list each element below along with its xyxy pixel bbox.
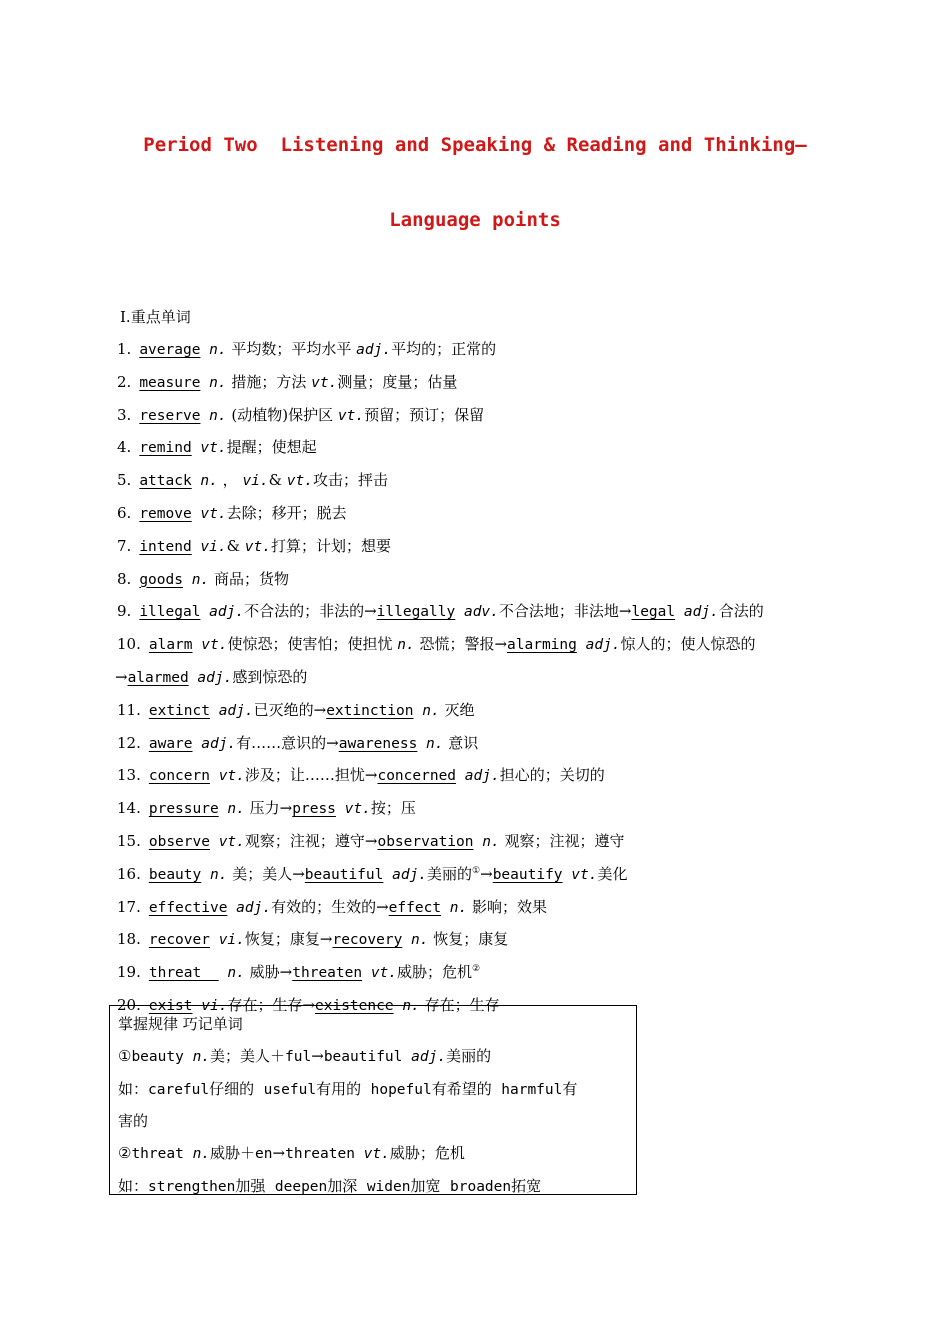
- definition-text: 提醒；使想起: [226, 438, 317, 457]
- vocab-word: threaten: [292, 965, 363, 982]
- definition-text: 平均数；平均水平: [226, 340, 357, 358]
- entry-number: 4.: [117, 438, 132, 457]
- word-entry: [117, 400, 847, 433]
- definition-text: 预留；预订；保留: [364, 405, 485, 424]
- example-word: broaden: [450, 1178, 512, 1195]
- word-entry: [117, 334, 847, 367]
- part-of-speech: adj.: [188, 669, 233, 686]
- definition-text: 存在；生存→: [227, 995, 316, 1014]
- entry-number: 19.: [117, 963, 141, 982]
- part-of-speech: vt.: [337, 407, 365, 424]
- definition-text: 按；压: [370, 799, 416, 818]
- vocab-word: concerned: [377, 768, 457, 785]
- example-word: en: [255, 1146, 273, 1163]
- part-of-speech: vi.: [191, 538, 227, 555]
- vocab-word: average: [139, 342, 201, 358]
- tip-box-lines: [118, 1041, 628, 1204]
- definition-text: 有: [562, 1079, 578, 1098]
- definition-text: 影响；效果: [467, 897, 548, 916]
- entry-number: 3.: [117, 405, 132, 424]
- definition-text: 美丽的: [446, 1046, 492, 1065]
- definition-text: &: [226, 536, 245, 555]
- entry-number: 16.: [117, 864, 141, 883]
- definition-text: 威胁→: [244, 963, 293, 982]
- definition-text: ①: [118, 1046, 132, 1065]
- vocab-word: observe: [148, 833, 210, 850]
- entry-number: 9.: [117, 602, 132, 621]
- vocab-word: alarmed: [127, 669, 189, 686]
- definition-text: (动植物)保护区: [226, 405, 338, 424]
- part-of-speech: vi.: [209, 932, 245, 949]
- definition-text: 有……意识的→: [236, 733, 339, 752]
- part-of-speech: adj.: [576, 637, 621, 654]
- part-of-speech: adj.: [456, 768, 500, 785]
- definition-text: 商品；货物: [209, 569, 289, 588]
- part-of-speech: vt.: [562, 866, 598, 883]
- entry-number: 6.: [117, 503, 132, 522]
- entry-number: 2.: [117, 372, 132, 391]
- vocab-word: existence: [315, 997, 394, 1014]
- entry-number: 12.: [117, 733, 141, 752]
- entry-number: 10.: [117, 635, 141, 654]
- definition-text: 意识: [443, 733, 479, 752]
- tip-line: [118, 1074, 628, 1107]
- definition-text: 惊人的；使人惊恐的: [620, 635, 756, 654]
- definition-text: 加宽: [410, 1176, 451, 1195]
- part-of-speech: n.: [192, 1146, 211, 1163]
- footnote-marker: ①: [472, 865, 481, 876]
- part-of-speech: adj.: [383, 866, 428, 883]
- part-of-speech: adj.: [675, 604, 719, 621]
- vocab-word: alarming: [507, 637, 577, 654]
- vocab-word: effective: [148, 899, 228, 916]
- definition-text: 威胁；危机: [389, 1144, 465, 1163]
- definition-text: 涉及；让……担忧→: [244, 766, 378, 785]
- definition-text: 存在；生存: [419, 995, 500, 1014]
- example-word: widen: [366, 1178, 411, 1195]
- vocab-word: beautify: [492, 866, 563, 883]
- part-of-speech: vt.: [362, 965, 398, 982]
- definition-text: 观察；注视；遵守: [499, 831, 625, 850]
- definition-text: 害的: [118, 1112, 149, 1131]
- part-of-speech: adj.: [411, 1048, 447, 1065]
- definition-text: 不合法的；非法的→: [244, 602, 377, 621]
- definition-text: →: [272, 1144, 286, 1163]
- definition-text: 加强: [235, 1176, 275, 1195]
- definition-text: 担心的；关切的: [499, 766, 605, 785]
- tip-line: [118, 1171, 628, 1204]
- definition-text: 仔细的: [209, 1079, 264, 1098]
- word-entry: [117, 432, 847, 465]
- word-entry: [117, 957, 847, 990]
- example-word: hopeful: [370, 1081, 432, 1098]
- part-of-speech: n.: [192, 1048, 211, 1065]
- footnote-marker: ②: [472, 964, 481, 975]
- part-of-speech: vt.: [191, 440, 227, 457]
- definition-text: →: [115, 667, 128, 686]
- part-of-speech: vt.: [192, 637, 228, 654]
- entry-number: 5.: [117, 471, 132, 490]
- example-word: beauty: [131, 1048, 193, 1065]
- definition-text: 恢复；康复→: [244, 930, 333, 949]
- vocab-word: legal: [631, 604, 676, 621]
- definition-text: 威胁＋: [210, 1144, 256, 1163]
- part-of-speech: n.: [201, 866, 228, 883]
- vocab-word: pressure: [148, 801, 219, 818]
- word-entry: [117, 695, 847, 728]
- part-of-speech: n.: [218, 965, 245, 982]
- entry-number: 7.: [117, 536, 132, 555]
- vocab-word: extinct: [148, 702, 210, 719]
- definition-text: 平均的；正常的: [391, 340, 497, 358]
- entry-number: 17.: [117, 897, 141, 916]
- definition-text: 拓宽: [511, 1176, 542, 1195]
- part-of-speech: n.: [182, 571, 210, 588]
- part-of-speech: adj.: [200, 604, 245, 621]
- part-of-speech: n.: [397, 637, 415, 654]
- definition-text: 使惊恐；使害怕；使担忧: [227, 635, 398, 654]
- entry-number: 14.: [117, 799, 141, 818]
- example-word: ful: [285, 1048, 312, 1065]
- vocab-word: concern: [148, 768, 210, 785]
- word-entry: [117, 728, 847, 761]
- entry-number: 11.: [117, 700, 141, 719]
- entry-number: 18.: [117, 930, 141, 949]
- entry-number: 1.: [117, 340, 132, 358]
- definition-text: 有用的: [316, 1079, 371, 1098]
- part-of-speech: n.: [393, 997, 420, 1014]
- part-of-speech: vt.: [209, 768, 245, 785]
- entry-number: 20.: [117, 995, 141, 1014]
- part-of-speech: adj.: [209, 702, 254, 719]
- definition-text: 不合法地；非法地→: [498, 602, 632, 621]
- part-of-speech: vt.: [286, 473, 313, 490]
- definition-text: 观察；注视；遵守→: [244, 831, 378, 850]
- word-entry: [117, 892, 847, 925]
- definition-text: 攻击；抨击: [312, 471, 388, 490]
- part-of-speech: vt.: [335, 801, 371, 818]
- vocab-word: illegally: [376, 604, 456, 621]
- definition-text: 如：: [118, 1079, 149, 1098]
- part-of-speech: n.: [417, 735, 444, 752]
- word-entry: [117, 465, 847, 498]
- vocab-word: goods: [139, 571, 183, 588]
- word-entry: [117, 629, 847, 662]
- part-of-speech: vi.: [242, 473, 269, 490]
- definition-text: 去除；移开；脱去: [226, 503, 347, 522]
- part-of-speech: vt.: [363, 1146, 390, 1163]
- part-of-speech: adj.: [192, 735, 237, 752]
- definition-text: 打算；计划；想要: [270, 536, 391, 555]
- definition-text: 已灭绝的→: [253, 700, 327, 719]
- vocab-word: intend: [139, 538, 192, 555]
- definition-text: →: [311, 1046, 324, 1065]
- word-entry: [117, 498, 847, 531]
- tip-line: [118, 1138, 628, 1171]
- definition-text: 有希望的: [431, 1079, 502, 1098]
- example-word: threaten: [285, 1146, 364, 1163]
- definition-text: 测量；度量；估量: [337, 372, 458, 391]
- example-word: beautiful: [323, 1048, 412, 1065]
- vocab-word: threat: [148, 965, 219, 982]
- word-entry: [117, 596, 847, 629]
- tip-box-heading: 掌握规律 巧记单词: [118, 1015, 243, 1033]
- part-of-speech: n.: [191, 473, 218, 490]
- vocab-word: remind: [139, 440, 192, 457]
- tip-line: [118, 1106, 628, 1138]
- vocab-word: attack: [139, 473, 192, 490]
- part-of-speech: vt.: [244, 538, 271, 555]
- word-entry: [117, 859, 847, 892]
- part-of-speech: n.: [402, 932, 429, 949]
- part-of-speech: vi.: [192, 997, 228, 1014]
- example-word: threat: [131, 1146, 193, 1163]
- example-word: useful: [263, 1081, 317, 1098]
- vocab-word: aware: [148, 735, 193, 752]
- definition-text: ，: [217, 471, 243, 490]
- section-heading: Ⅰ.重点单词: [120, 308, 191, 326]
- definition-text: 合法的: [718, 602, 764, 621]
- definition-text: 威胁；危机: [397, 963, 473, 982]
- entry-number: 13.: [117, 766, 141, 785]
- entry-number: 15.: [117, 831, 141, 850]
- vocab-word: observation: [377, 833, 474, 850]
- part-of-speech: adj.: [356, 342, 392, 358]
- tip-box: [109, 1005, 637, 1195]
- word-entry: [117, 924, 847, 957]
- vocab-word: extinction: [326, 702, 414, 719]
- vocab-word: awareness: [338, 735, 418, 752]
- example-word: strengthen: [148, 1178, 236, 1195]
- definition-text: &: [268, 471, 287, 490]
- definition-text: →: [480, 864, 493, 883]
- definition-text: 美化: [597, 864, 628, 883]
- example-word: deepen: [274, 1178, 328, 1195]
- vocab-word: measure: [139, 374, 201, 391]
- part-of-speech: vt.: [311, 374, 338, 391]
- part-of-speech: adv.: [455, 604, 499, 621]
- vocab-word: effect: [388, 899, 442, 916]
- vocab-word: recover: [148, 932, 210, 949]
- page-title-line-1: Period Two Listening and Speaking & Reading and Thinking—: [143, 134, 807, 156]
- definition-text: 灭绝: [439, 700, 475, 719]
- definition-text: 加深: [327, 1176, 367, 1195]
- part-of-speech: n.: [200, 342, 227, 358]
- part-of-speech: adj.: [227, 899, 272, 916]
- word-entry: [117, 793, 847, 826]
- word-entry: [117, 564, 847, 597]
- part-of-speech: vt.: [209, 833, 245, 850]
- definition-text: 压力→: [244, 799, 293, 818]
- word-entry: [117, 760, 847, 793]
- vocab-word: remove: [139, 505, 192, 522]
- word-entry: [117, 531, 847, 564]
- definition-text: 有效的；生效的→: [271, 897, 389, 916]
- vocab-word: recovery: [332, 932, 403, 949]
- page-title-line-2: Language points: [389, 209, 561, 231]
- vocab-word: reserve: [139, 407, 201, 424]
- part-of-speech: n.: [473, 833, 500, 850]
- word-entry: [117, 367, 847, 400]
- example-word: careful: [148, 1081, 210, 1098]
- word-entry: [115, 662, 847, 695]
- word-entry: [117, 826, 847, 859]
- definition-text: 美；美人＋: [210, 1046, 286, 1065]
- definition-text: 恢复；康复: [428, 930, 509, 949]
- definition-text: 如：: [118, 1176, 149, 1195]
- vocab-word: exist: [148, 997, 193, 1014]
- part-of-speech: n.: [200, 374, 227, 391]
- vocab-word: beautiful: [304, 866, 384, 883]
- word-list: [117, 334, 847, 1023]
- part-of-speech: n.: [218, 801, 245, 818]
- part-of-speech: n.: [413, 702, 440, 719]
- definition-text: ②: [118, 1144, 132, 1163]
- vocab-word: press: [292, 801, 336, 818]
- definition-text: 感到惊恐的: [232, 667, 308, 686]
- definition-text: 美丽的: [427, 864, 473, 883]
- definition-text: 美；美人→: [227, 864, 305, 883]
- definition-text: 措施；方法: [226, 372, 312, 391]
- vocab-word: alarm: [148, 637, 193, 654]
- part-of-speech: vt.: [191, 505, 227, 522]
- example-word: harmful: [501, 1081, 563, 1098]
- entry-number: 8.: [117, 569, 132, 588]
- part-of-speech: n.: [200, 407, 227, 424]
- tip-line: [118, 1041, 628, 1074]
- vocab-word: illegal: [139, 604, 201, 621]
- vocab-word: beauty: [148, 866, 202, 883]
- definition-text: 恐慌；警报→: [414, 635, 508, 654]
- part-of-speech: n.: [441, 899, 468, 916]
